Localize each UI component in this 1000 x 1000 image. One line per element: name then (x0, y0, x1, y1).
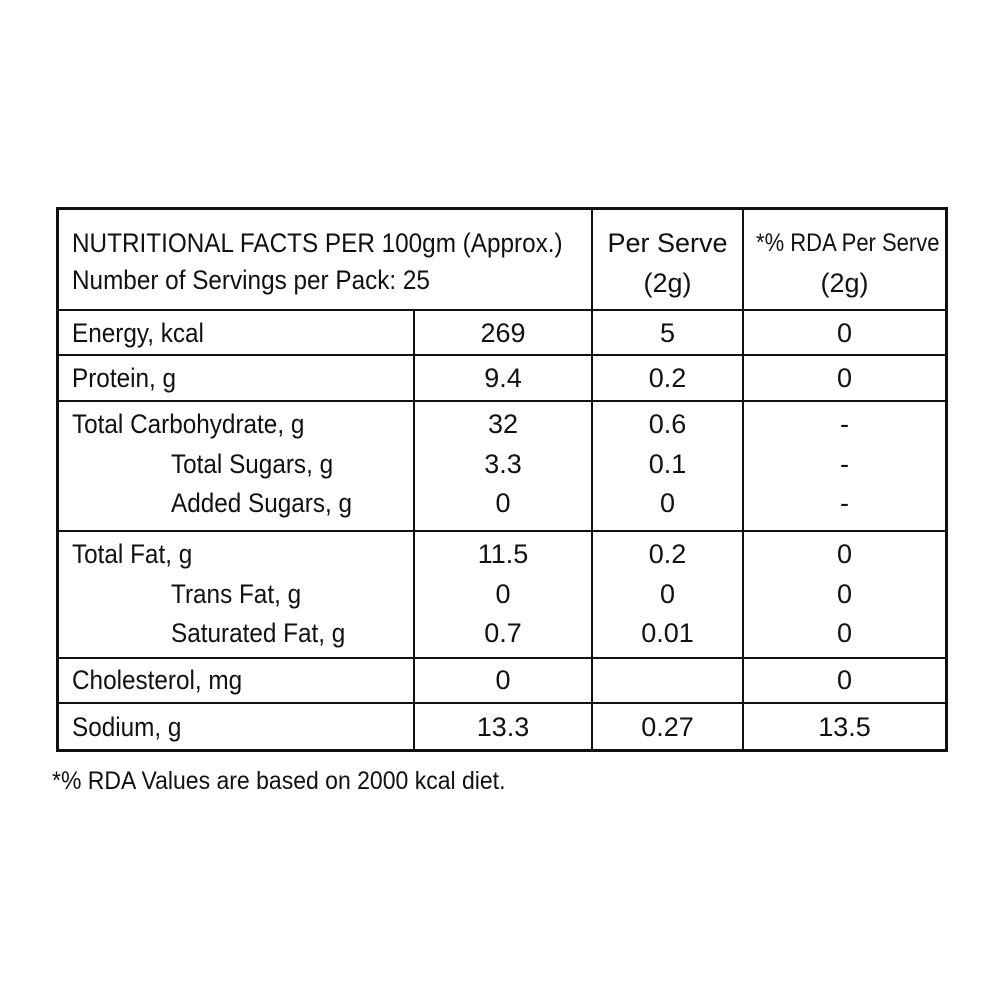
value-per-100g: 0.7 (484, 618, 522, 648)
value-rda: 0 (836, 318, 853, 348)
nutrition-table (56, 207, 948, 752)
value-rda: 0 (836, 665, 853, 695)
value-rda: 0 (836, 363, 853, 393)
table-title: NUTRITIONAL FACTS PER 100gm (Approx.) (72, 228, 563, 258)
value-per-serve: 0 (659, 488, 676, 518)
value-rda: 0 (836, 618, 853, 648)
row-divider (59, 354, 945, 356)
value-rda: 0 (836, 539, 853, 569)
value-rda: - (840, 409, 849, 439)
rda-footnote: *% RDA Values are based on 2000 kcal diet. (52, 767, 506, 795)
row-label: Sodium, g (72, 712, 182, 742)
value-per-serve: 0.27 (641, 712, 694, 742)
value-rda: - (840, 449, 849, 479)
rda-header-unit: (2g) (820, 268, 869, 298)
row-label: Saturated Fat, g (171, 618, 346, 648)
per-serve-header: Per Serve (607, 228, 728, 258)
value-per-serve: 0.01 (641, 618, 694, 648)
row-divider (59, 530, 945, 532)
row-label: Total Sugars, g (171, 449, 334, 479)
row-divider (59, 702, 945, 704)
row-divider (59, 309, 945, 311)
row-label: Total Fat, g (72, 539, 193, 569)
value-rda: - (840, 488, 849, 518)
rda-header: *% RDA Per Serve (756, 229, 940, 257)
value-per-100g: 3.3 (484, 449, 522, 479)
row-label: Energy, kcal (72, 318, 204, 348)
value-per-100g: 9.4 (484, 363, 522, 393)
value-per-100g: 269 (480, 318, 526, 348)
value-per-serve: 0.1 (648, 449, 687, 479)
value-per-100g: 11.5 (477, 539, 529, 569)
value-per-serve: 0 (659, 579, 676, 609)
row-label: Total Carbohydrate, g (72, 409, 305, 439)
row-label: Protein, g (72, 363, 177, 393)
value-per-serve: 5 (659, 318, 676, 348)
servings-per-pack: Number of Servings per Pack: 25 (72, 265, 430, 295)
value-per-100g: 13.3 (476, 712, 530, 742)
value-per-100g: 0 (495, 488, 511, 518)
row-label: Cholesterol, mg (72, 665, 243, 695)
value-rda: 0 (836, 579, 853, 609)
row-label: Trans Fat, g (171, 579, 302, 609)
value-per-serve: 0.2 (648, 539, 687, 569)
row-divider (59, 657, 945, 659)
row-divider (59, 400, 945, 402)
value-per-100g: 32 (487, 409, 519, 439)
value-per-serve: 0.6 (648, 409, 687, 439)
value-per-serve: 0.2 (648, 363, 687, 393)
per-serve-header-unit: (2g) (643, 268, 692, 298)
value-per-100g: 0 (495, 665, 511, 695)
row-label: Added Sugars, g (171, 488, 353, 518)
value-per-100g: 0 (495, 579, 511, 609)
value-rda: 13.5 (818, 712, 871, 742)
